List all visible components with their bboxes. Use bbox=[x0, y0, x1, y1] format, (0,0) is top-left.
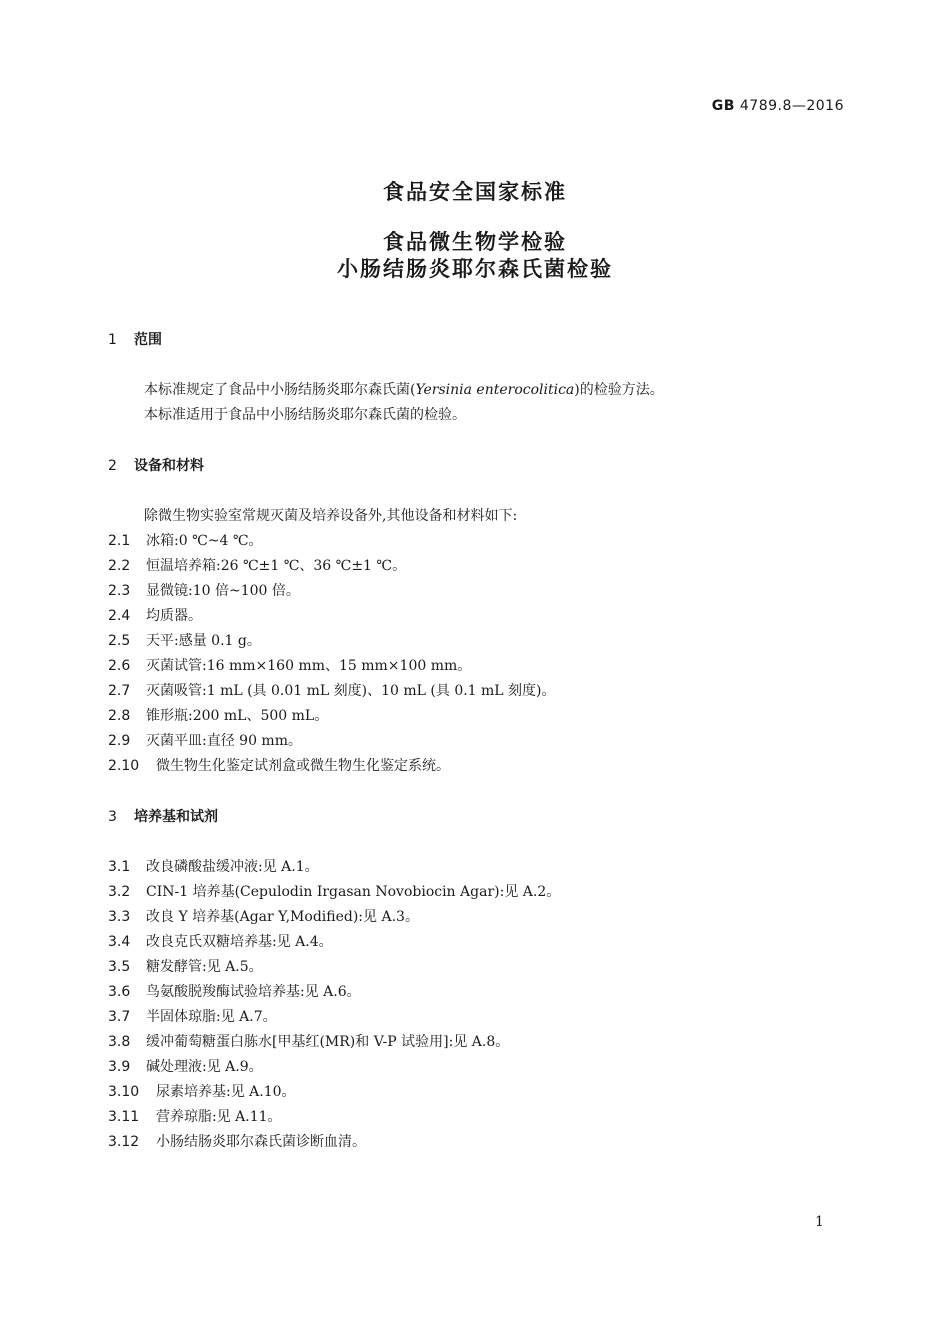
item-text: 微生物生化鉴定试剂盒或微生物生化鉴定系统。 bbox=[156, 758, 450, 774]
standard-prefix: GB bbox=[711, 98, 735, 114]
list-item bbox=[108, 931, 333, 951]
list-item bbox=[108, 680, 556, 700]
item-number: 3.6 bbox=[108, 984, 131, 1000]
item-text: 半固体琼脂:见 A.7。 bbox=[146, 1009, 277, 1025]
item-number: 2.4 bbox=[108, 608, 131, 624]
page-number: 1 bbox=[815, 1214, 824, 1230]
item-text: 鸟氨酸脱羧酶试验培养基:见 A.6。 bbox=[146, 984, 361, 1000]
item-number: 2.5 bbox=[108, 633, 131, 649]
list-item bbox=[108, 956, 263, 976]
list-item bbox=[108, 630, 261, 650]
item-text: CIN-1 培养基(Cepulodin Irgasan Novobiocin Agar):见 A.2。 bbox=[146, 884, 561, 900]
item-text: 天平:感量 0.1 g。 bbox=[146, 633, 261, 649]
item-number: 2.8 bbox=[108, 708, 131, 724]
list-item bbox=[108, 605, 202, 625]
list-item bbox=[108, 1031, 509, 1051]
item-text: 营养琼脂:见 A.11。 bbox=[156, 1109, 282, 1125]
section-title: 设备和材料 bbox=[134, 458, 204, 474]
item-text: 灭菌试管:16 mm×160 mm、15 mm×100 mm。 bbox=[146, 658, 472, 674]
item-number: 3.5 bbox=[108, 959, 131, 975]
species-name: Yersinia enterocolitica bbox=[415, 382, 575, 398]
title-subject: 食品微生物学检验 bbox=[383, 230, 567, 254]
list-item bbox=[108, 530, 262, 550]
list-item bbox=[108, 1056, 263, 1076]
item-number: 3.1 bbox=[108, 859, 131, 875]
item-text: 改良 Y 培养基(Agar Y,Modified):见 A.3。 bbox=[146, 909, 419, 925]
item-text: 改良克氏双糖培养基:见 A.4。 bbox=[146, 934, 333, 950]
item-text: 恒温培养箱:26 ℃±1 ℃、36 ℃±1 ℃。 bbox=[146, 558, 407, 574]
list-item bbox=[108, 1131, 366, 1151]
item-number: 3.12 bbox=[108, 1134, 140, 1150]
item-text: 灭菌吸管:1 mL (具 0.01 mL 刻度)、10 mL (具 0.1 mL 刻度)。 bbox=[146, 683, 556, 699]
item-number: 3.10 bbox=[108, 1084, 140, 1100]
item-text: 改良磷酸盐缓冲液:见 A.1。 bbox=[146, 859, 319, 875]
list-item bbox=[108, 881, 560, 901]
item-number: 3.7 bbox=[108, 1009, 131, 1025]
section-1-heading bbox=[108, 329, 162, 349]
list-item bbox=[108, 705, 328, 725]
section-1-paragraph-1 bbox=[144, 379, 664, 399]
section-1-paragraph-2: 本标准适用于食品中小肠结肠炎耶尔森氏菌的检验。 bbox=[144, 407, 466, 423]
item-text: 灭菌平皿:直径 90 mm。 bbox=[146, 733, 302, 749]
standard-code bbox=[712, 98, 844, 114]
item-text: 均质器。 bbox=[146, 608, 202, 624]
section-3-heading bbox=[108, 806, 218, 826]
item-number: 3.8 bbox=[108, 1034, 131, 1050]
list-item bbox=[108, 580, 300, 600]
item-text: 显微镜:10 倍~100 倍。 bbox=[146, 583, 300, 599]
list-item bbox=[108, 555, 406, 575]
list-item bbox=[108, 755, 450, 775]
item-number: 2.3 bbox=[108, 583, 131, 599]
item-number: 2.2 bbox=[108, 558, 131, 574]
section-title: 培养基和试剂 bbox=[134, 809, 218, 825]
item-number: 3.4 bbox=[108, 934, 131, 950]
list-item bbox=[108, 1081, 296, 1101]
item-text: 尿素培养基:见 A.10。 bbox=[156, 1084, 296, 1100]
item-text: 糖发酵管:见 A.5。 bbox=[146, 959, 263, 975]
list-item bbox=[108, 981, 361, 1001]
item-number: 3.2 bbox=[108, 884, 131, 900]
item-number: 3.11 bbox=[108, 1109, 140, 1125]
item-number: 3.9 bbox=[108, 1059, 131, 1075]
item-text: 锥形瓶:200 mL、500 mL。 bbox=[146, 708, 329, 724]
paragraph-text: 本标准规定了食品中小肠结肠炎耶尔森氏菌( bbox=[144, 382, 416, 398]
standard-number: 4789.8—2016 bbox=[739, 98, 844, 114]
section-number: 1 bbox=[108, 332, 117, 348]
item-number: 2.9 bbox=[108, 733, 131, 749]
list-item bbox=[108, 730, 302, 750]
item-number: 2.10 bbox=[108, 758, 140, 774]
item-text: 缓冲葡萄糖蛋白胨水[甲基红(MR)和 V-P 试验用]:见 A.8。 bbox=[146, 1034, 510, 1050]
item-text: 冰箱:0 ℃~4 ℃。 bbox=[146, 533, 263, 549]
section-title: 范围 bbox=[134, 332, 162, 348]
item-number: 2.1 bbox=[108, 533, 131, 549]
section-2-intro: 除微生物实验室常规灭菌及培养设备外,其他设备和材料如下: bbox=[144, 508, 518, 524]
title-national-standard: 食品安全国家标准 bbox=[383, 180, 567, 204]
title-organism: 小肠结肠炎耶尔森氏菌检验 bbox=[337, 257, 613, 281]
section-2-heading bbox=[108, 455, 204, 475]
item-number: 3.3 bbox=[108, 909, 131, 925]
paragraph-text: )的检验方法。 bbox=[574, 382, 664, 398]
item-number: 2.7 bbox=[108, 683, 131, 699]
list-item bbox=[108, 1106, 282, 1126]
section-number: 2 bbox=[108, 458, 117, 474]
item-text: 碱处理液:见 A.9。 bbox=[146, 1059, 263, 1075]
item-number: 2.6 bbox=[108, 658, 131, 674]
item-text: 小肠结肠炎耶尔森氏菌诊断血清。 bbox=[156, 1134, 366, 1150]
list-item bbox=[108, 655, 471, 675]
list-item bbox=[108, 856, 319, 876]
section-number: 3 bbox=[108, 809, 117, 825]
list-item bbox=[108, 1006, 277, 1026]
list-item bbox=[108, 906, 419, 926]
